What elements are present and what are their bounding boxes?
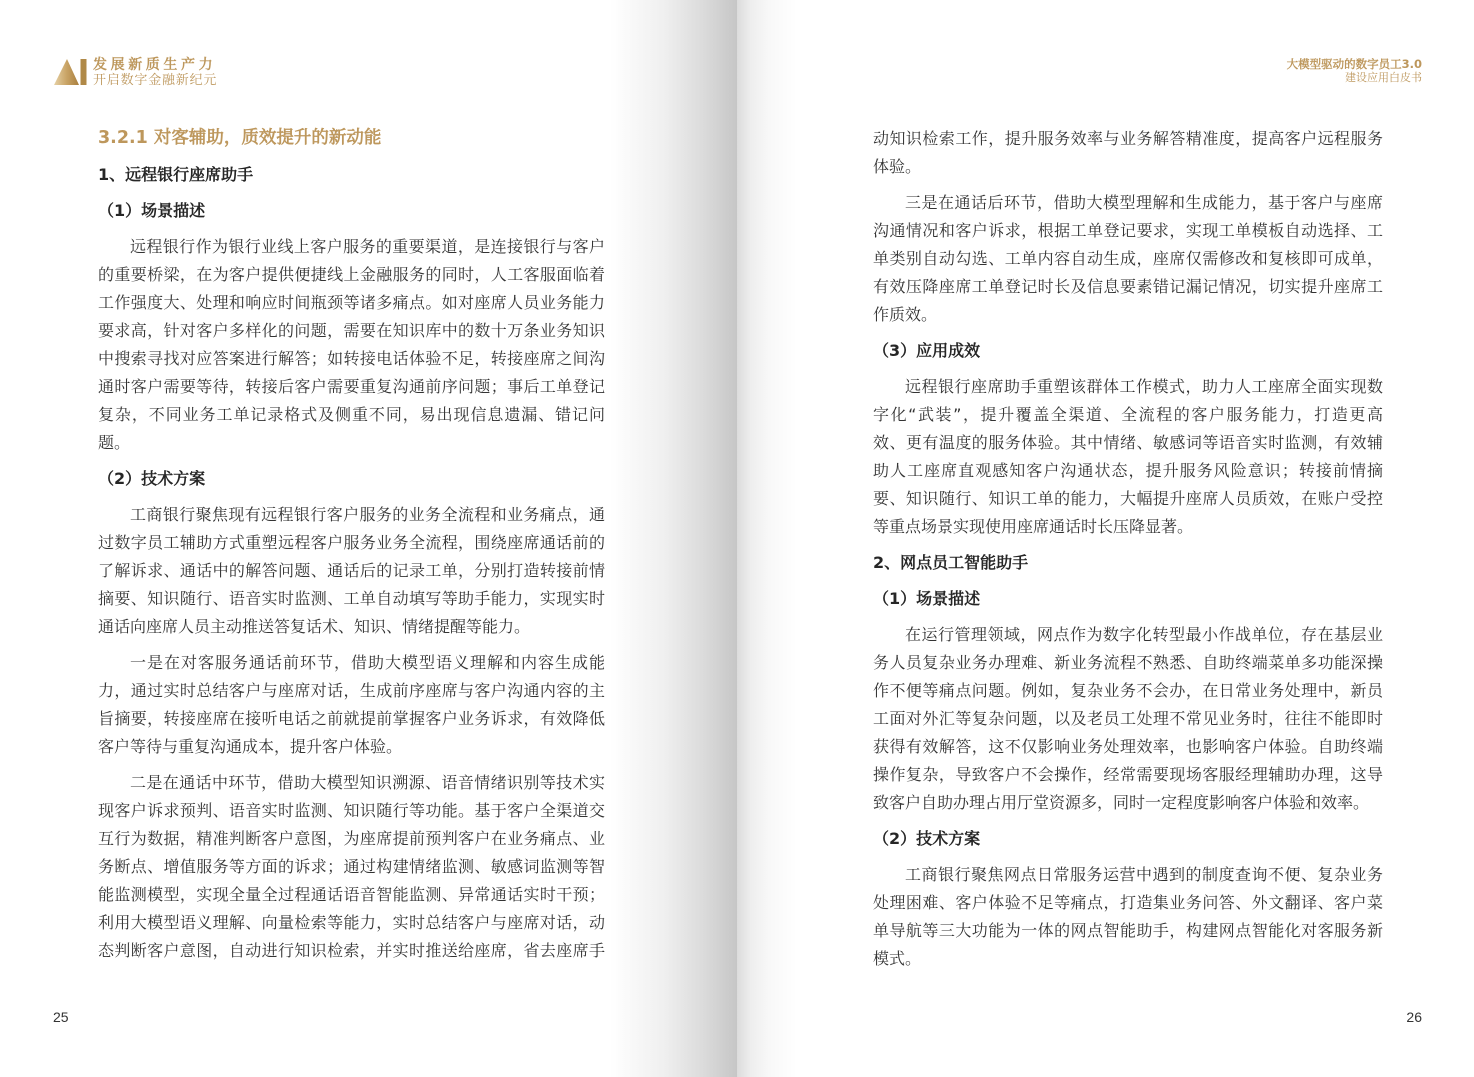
paragraph-line: 客户等待与重复沟通成本，提升客户体验。 [98, 737, 403, 756]
heading-technical-solution: （2）技术方案 [98, 469, 206, 488]
paragraph-line: 过数字员工辅助方式重塑远程客户服务业务全流程，围绕座席通话前的 [98, 533, 605, 552]
paragraph-line: 工作强度大、处理和响应时间瓶颈等诸多痛点。如对座席人员业务能力 [98, 293, 605, 312]
paragraph-line: 致客户自助办理占用厅堂资源多，同时一定程度影响客户体验和效率。 [873, 793, 1370, 812]
paragraph-line: 工商银行聚焦现有远程银行客户服务的业务全流程和业务痛点，通 [130, 505, 605, 524]
paragraph-line: 工商银行聚焦网点日常服务运营中遇到的制度查询不便、复杂业务 [905, 865, 1383, 884]
document-title-header [1287, 57, 1422, 85]
paragraph-line: 远程银行作为银行业线上客户服务的重要渠道，是连接银行与客户 [130, 237, 605, 256]
paragraph-line: 一是在对客服务通话前环节，借助大模型语义理解和内容生成能 [130, 653, 605, 672]
paragraph-technical-solution [98, 501, 605, 641]
paragraph-line: 通时客户需要等待，转接后客户需要重复沟通前序问题；事后工单登记 [98, 377, 605, 396]
paragraph-line: 获得有效解答，这不仅影响业务处理效率，也影响客户体验。自助终端 [873, 737, 1383, 756]
paragraph-line: 题。 [98, 433, 131, 452]
item-title-branch-staff-assistant: 2、网点员工智能助手 [873, 553, 1029, 572]
paragraph-line: 了解诉求、通话中的解答问题、通话后的记录工单，分别打造转接前情 [98, 561, 605, 580]
heading-scene-description: （1）场景描述 [98, 201, 206, 220]
paragraph-line: 的重要桥梁，在为客户提供便捷线上金融服务的同时，人工客服面临着 [98, 265, 605, 284]
paragraph-line: 动知识检索工作，提升服务效率与业务解答精准度，提高客户远程服务 [873, 129, 1383, 148]
paragraph-line: 效、更有温度的服务体验。其中情绪、敏感词等语音实时监测，有效辅 [873, 433, 1383, 452]
document-subtitle: 建设应用白皮书 [1345, 71, 1422, 84]
paragraph-line: 工面对外汇等复杂问题，以及老员工处理不常见业务时，往往不能即时 [873, 709, 1383, 728]
paragraph-line: 体验。 [873, 157, 922, 176]
paragraph-line: 作不便等痛点问题。例如，复杂业务不会办，在日常业务处理中，新员 [873, 681, 1383, 700]
paragraph-line: 二是在通话中环节，借助大模型知识溯源、语音情绪识别等技术实 [130, 773, 605, 792]
paragraph-line: 远程银行座席助手重塑该群体工作模式，助力人工座席全面实现数 [905, 377, 1383, 396]
heading-scene-description: （1）场景描述 [873, 589, 981, 608]
brand-title: 发展新质生产力 [93, 57, 217, 73]
page-number-left: 25 [53, 1009, 69, 1025]
paragraph-pre-call [98, 649, 605, 761]
paragraph-line: 旨摘要，转接座席在接听电话之前就提前掌握客户业务诉求，有效降低 [98, 709, 605, 728]
page-number-right: 26 [1406, 1009, 1422, 1025]
brand-subtitle: 开启数字金融新纪元 [93, 73, 218, 88]
paragraph-line: 务人员复杂业务办理难、新业务流程不熟悉、自助终端菜单多功能深操 [873, 653, 1383, 672]
brand-text [93, 57, 217, 88]
paragraph-line: 中搜索寻找对应答案进行解答；如转接电话体验不足，转接座席之间沟 [98, 349, 605, 368]
paragraph-line: 复杂，不同业务工单记录格式及侧重不同，易出现信息遗漏、错记问 [98, 405, 605, 424]
paragraph-line: 现客户诉求预判、语音实时监测、知识随行等功能。基于客户全渠道交 [98, 801, 605, 820]
paragraph-line: 三是在通话后环节，借助大模型理解和生成能力，基于客户与座席 [905, 193, 1383, 212]
paragraph-scene-description [98, 233, 605, 457]
paragraph-line: 单类别自动勾选、工单内容自动生成，座席仅需修改和复核即可成单， [873, 249, 1383, 268]
paragraph-in-call-continued [873, 125, 1383, 181]
paragraph-line: 在运行管理领域，网点作为数字化转型最小作战单位，存在基层业 [905, 625, 1383, 644]
paragraph-line: 摘要、知识随行、语音实时监测、工单自动填写等助手能力，实现实时 [98, 589, 605, 608]
left-page-body [98, 124, 605, 973]
paragraph-line: 操作复杂，导致客户不会操作，经常需要现场客服经理辅助办理，这导 [873, 765, 1383, 784]
paragraph-line: 态判断客户意图，自动进行知识检索，并实时推送给座席，省去座席手 [98, 941, 605, 960]
heading-technical-solution: （2）技术方案 [873, 829, 981, 848]
paragraph-line: 要求高，针对客户多样化的问题，需要在知识库中的数十万条业务知识 [98, 321, 605, 340]
paragraph-line: 利用大模型语义理解、向量检索等能力，实时总结客户与座席对话，动 [98, 913, 605, 932]
paragraph-line: 字化“武装”，提升覆盖全渠道、全流程的客户服务能力，打造更高 [873, 405, 1383, 424]
heading-application-results: （3）应用成效 [873, 341, 981, 360]
paragraph-line: 等重点场景实现使用座席通话时长压降显著。 [873, 517, 1194, 536]
paragraph-line: 作质效。 [873, 305, 938, 324]
brand-header [53, 57, 233, 89]
paragraph-in-call [98, 769, 605, 965]
paragraph-line: 模式。 [873, 949, 922, 968]
paragraph-line: 处理困难、客户体验不足等痛点，打造集业务问答、外文翻译、客户菜 [873, 893, 1383, 912]
paragraph-line: 能监测模型，实现全量全过程通话语音智能监测、异常通话实时干预； [98, 885, 605, 904]
paragraph-technical-solution [873, 861, 1383, 973]
paragraph-scene-description [873, 621, 1383, 817]
right-page [737, 0, 1474, 1077]
right-page-body [873, 125, 1383, 981]
paragraph-application-results [873, 373, 1383, 541]
paragraph-line: 要、知识随行、知识工单的能力，大幅提升座席人员质效，在账户受控 [873, 489, 1383, 508]
document-title: 大模型驱动的数字员工3.0 [1286, 57, 1422, 71]
paragraph-line: 有效压降座席工单登记时长及信息要素错记漏记情况，切实提升座席工 [873, 277, 1383, 296]
paragraph-line: 单导航等三大功能为一体的网点智能助手，构建网点智能化对客服务新 [873, 921, 1383, 940]
item-title-remote-banking-assistant: 1、远程银行座席助手 [98, 165, 254, 184]
paragraph-post-call [873, 189, 1383, 329]
paragraph-line: 务断点、增值服务等方面的诉求；通过构建情绪监测、敏感词监测等智 [98, 857, 605, 876]
section-title: 3.2.1 对客辅助，质效提升的新动能 [98, 128, 382, 148]
paragraph-line: 力，通过实时总结客户与座席对话，生成前序座席与客户沟通内容的主 [98, 681, 605, 700]
paragraph-line: 通话向座席人员主动推送答复话术、知识、情绪提醒等能力。 [98, 617, 531, 636]
paragraph-line: 沟通情况和客户诉求，根据工单登记要求，实现工单模板自动选择、工 [873, 221, 1383, 240]
ai-logo [53, 58, 87, 86]
paragraph-line: 互行为数据，精准判断客户意图，为座席提前预判客户在业务痛点、业 [98, 829, 605, 848]
paragraph-line: 助人工座席直观感知客户沟通状态，提升服务风险意识；转接前情摘 [873, 461, 1383, 480]
